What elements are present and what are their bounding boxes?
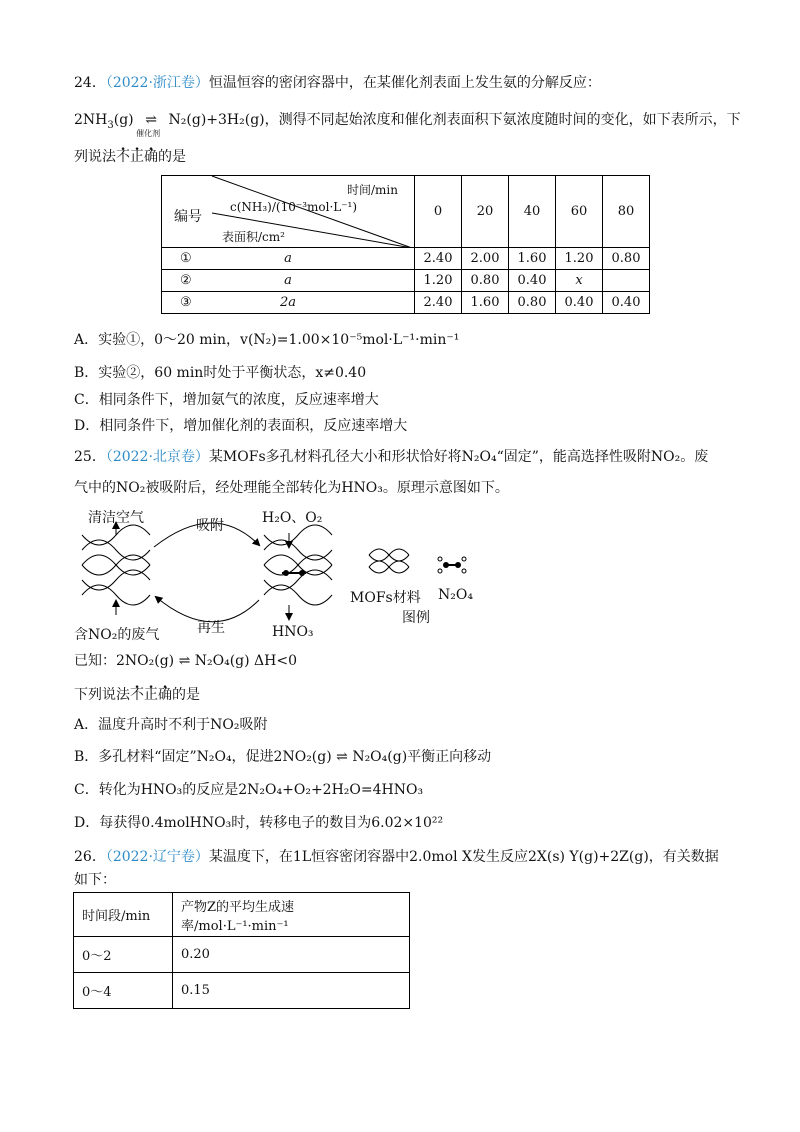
q24-equation-lhs: 2NH — [74, 112, 108, 128]
q24-heading — [74, 73, 601, 93]
q25-stem1: 某MOFs多孔材料孔径大小和形状恰好将N₂O₄“固定”，能高选择性吸附NO₂。废 — [208, 449, 709, 465]
q24-option-d: D．相同条件下，增加催化剂的表面积，反应速率增大 — [74, 418, 408, 434]
table-row — [74, 973, 410, 1009]
regenerate-label: 再生 — [197, 620, 225, 636]
q24-time-60: 60 — [556, 176, 603, 248]
row-id: ② — [180, 273, 192, 288]
legend-mofs-icon — [369, 549, 409, 573]
table-row — [74, 893, 410, 937]
table-cell: 0.80 — [509, 292, 556, 314]
table-cell: 0.40 — [556, 292, 603, 314]
q24-stem: 恒温恒容的密闭容器中，在某催化剂表面上发生氨的分解反应： — [208, 75, 601, 91]
table-cell — [603, 270, 650, 292]
table-cell: 2.40 — [415, 292, 462, 314]
hno3-label: HNO₃ — [272, 624, 314, 640]
table-cell: 1.60 — [462, 292, 509, 314]
n2o4-in-pore-icon — [282, 570, 306, 576]
table-cell: 0.80 — [603, 248, 650, 270]
table-cell: 0.40 — [509, 270, 556, 292]
table-row — [162, 248, 650, 270]
q24-number: 24． — [74, 75, 106, 91]
q24-option-b: B．实验②，60 min时处于平衡状态，x≠0.40 — [74, 365, 367, 381]
q26-header-period: 时间段/min — [74, 893, 173, 937]
table-cell: 1.20 — [415, 270, 462, 292]
q25-option-b: B．多孔材料“固定”N₂O₄，促进2NO₂(g) ⇌ N₂O₄(g)平衡正向移动 — [74, 749, 492, 765]
table-cell: 0～4 — [74, 973, 173, 1009]
q25-option-d: D．每获得0.4molHNO₃时，转移电子的数目为6.02×10²² — [74, 815, 444, 831]
q26-number: 26． — [74, 849, 106, 865]
mofs-loaded-icon — [264, 525, 332, 605]
q24-option-c: C．相同条件下，增加氨气的浓度，反应速率增大 — [74, 392, 379, 408]
legend-mofs-label: MOFs材料 — [350, 590, 421, 606]
q26-source: （2022·辽宁卷） — [105, 849, 209, 865]
q24-time-0: 0 — [415, 176, 462, 248]
table-cell: 1.20 — [556, 248, 603, 270]
h2o-o2-label: H₂O、O₂ — [262, 510, 323, 526]
q26-stem1: 某温度下，在1L恒容密闭容器中2.0mol X发生反应2X(s) Y(g)+2Z(g)，有关数据 — [208, 849, 719, 865]
q24-catalyst: 催化剂 — [136, 129, 161, 138]
q24-ask: 列说法不正确的是 — [74, 149, 186, 165]
legend-n2o4-label: N₂O₄ — [438, 587, 473, 603]
table-cell: 2.40 — [415, 248, 462, 270]
waste-gas-label: 含NO₂的废气 — [74, 627, 160, 643]
q24-option-a: A．实验①，0～20 min，v(N₂)=1.00×10⁻⁵mol·L⁻¹·min⁻¹ — [74, 332, 460, 348]
clean-air-label: 清洁空气 — [88, 510, 144, 526]
row-area: 2a — [279, 295, 297, 310]
q24-stem2: ，测得不同起始浓度和催化剂表面积下氨浓度随时间的变化，如下表所示，下 — [264, 112, 741, 128]
row-id: ① — [180, 251, 192, 266]
q24-header-area: 表面积/cm² — [222, 230, 285, 244]
q25-number: 25． — [74, 449, 106, 465]
q24-header-id: 编号 — [174, 209, 202, 225]
table-cell: x — [556, 270, 603, 292]
table-cell: 0.80 — [462, 270, 509, 292]
q25-source: （2022·北京卷） — [105, 449, 209, 465]
q24-equation-line: $2NH_3(g)$ ⇌ 催化剂 N₂(g)+3H₂(g)，测得不同起始浓度和催化剂表面积下氨浓度随时间的变化，如下表所示，下 — [74, 110, 741, 130]
table-cell: 0.20 — [173, 937, 410, 973]
q26-heading — [74, 847, 719, 867]
table-cell: 2.00 — [462, 248, 509, 270]
row-area: a — [284, 251, 292, 266]
q24-equilibrium-arrow: ⇌ 催化剂 — [138, 110, 164, 130]
q25-stem2: 气中的NO₂被吸附后，经处理能全部转化为HNO₃。原理示意图如下。 — [74, 480, 509, 496]
q24-table — [161, 175, 650, 314]
table-row — [162, 292, 650, 314]
q26-stem2: 如下： — [74, 872, 116, 888]
table-row — [162, 270, 650, 292]
q25-option-c: C．转化为HNO₃的反应是2N₂O₄+O₂+2H₂O=4HNO₃ — [74, 782, 424, 798]
table-cell: 0～2 — [74, 937, 173, 973]
q24-time-20: 20 — [462, 176, 509, 248]
row-area: a — [284, 273, 292, 288]
q24-time-80: 80 — [603, 176, 650, 248]
q24-header-conc: c(NH₃)/(10⁻³mol·L⁻¹) — [230, 200, 358, 214]
table-row — [74, 937, 410, 973]
q26-table — [73, 892, 410, 1009]
q24-table-corner-cell — [162, 176, 415, 248]
q26-header-rate: 产物Z的平均生成速率/mol·L⁻¹·min⁻¹ — [173, 893, 410, 937]
q25-heading — [74, 447, 708, 467]
q25-known: 已知：2NO₂(g) ⇌ N₂O₄(g) ΔH<0 — [74, 653, 298, 669]
q25-ask: 下列说法不正确的是 — [74, 687, 200, 703]
q24-source: （2022·浙江卷） — [105, 75, 209, 91]
table-cell: 0.40 — [603, 292, 650, 314]
table-cell: 0.15 — [173, 973, 410, 1009]
q24-equation-rhs: N₂(g)+3H₂(g) — [168, 112, 265, 128]
adsorb-label: 吸附 — [196, 518, 224, 534]
q24-time-40: 40 — [509, 176, 556, 248]
table-cell: 1.60 — [509, 248, 556, 270]
mofs-left-icon — [82, 525, 150, 605]
row-id: ③ — [180, 295, 192, 310]
q24-header-time: 时间/min — [347, 183, 398, 197]
legend-n2o4-icon — [438, 557, 466, 573]
q25-option-a: A．温度升高时不利于NO₂吸附 — [74, 717, 268, 733]
legend-title: 图例 — [402, 610, 430, 626]
